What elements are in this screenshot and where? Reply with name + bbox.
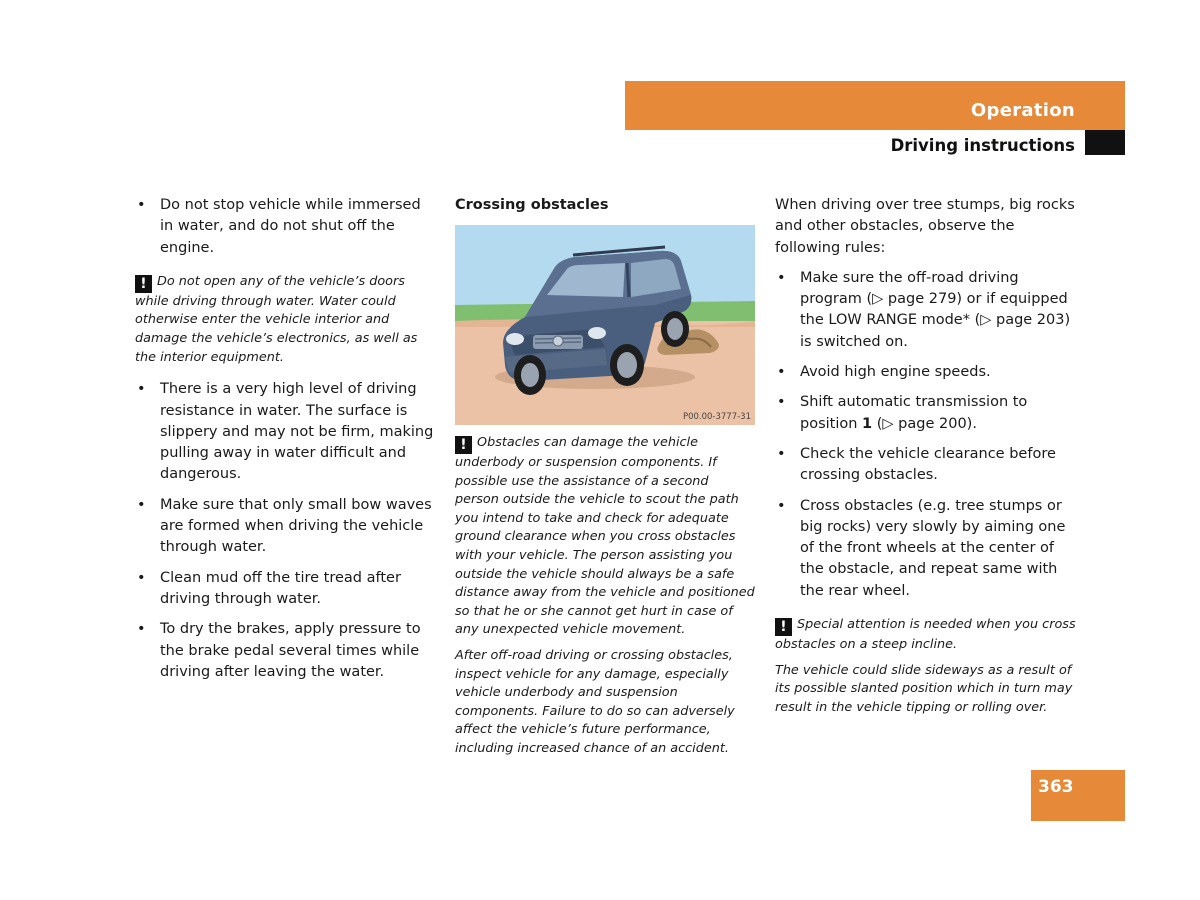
subsection-title: Driving instructions (890, 136, 1075, 155)
list-item: • Make sure that only small bow waves are formed when driving the vehicle through water. (137, 496, 432, 556)
list-item: • There is a very high level of driving resistance in water. The surface is slippery and may not be firm, making pulling away in water difficult and dangerous. (137, 381, 434, 483)
warning-note: ! Obstacles can damage the vehicle underbody or suspension components. If possible use the assistance of a second person outside the vehicle to scout the path you intend to take and check for adequate ground clearance when you cross obstacles with your vehicle. The person assisting you outside the vehicle should always be a safe distance away from the vehicle and positioned so that he or she cannot get hurt in case of any unexpected vehicle movement. (455, 435, 755, 638)
note-text: After off-road driving or crossing obstacles, inspect vehicle for any damage, especially vehicle underbody and suspension components. Failure to do so can adversely affect the vehicle’s future performance, including increased chance of an accident. (455, 647, 735, 756)
header-bar (625, 81, 1125, 130)
bullet-icon: • (777, 269, 786, 286)
warning-note: ! Special attention is needed when you cross obstacles on a steep incline. (775, 617, 1076, 653)
list-item: • To dry the brakes, apply pressure to the brake pedal several times while driving after leaving the water. (137, 621, 421, 680)
warning-icon: ! (455, 436, 472, 454)
list-item: • Cross obstacles (e.g. tree stumps or big rocks) very slowly by aiming one of the front wheels at the center of the obstacle, and repeat same with the rear wheel. (777, 497, 1066, 599)
page-number-box (1031, 770, 1125, 821)
bullet-icon: • (777, 364, 786, 381)
bullet-icon: • (137, 569, 146, 586)
list-item: • Shift automatic transmission to position 1 (▷ page 200). (777, 394, 1028, 432)
section-title: Operation (970, 100, 1075, 121)
column-left (135, 195, 435, 692)
bullet-icon: • (137, 197, 146, 213)
list-item: • Check the vehicle clearance before crossing obstacles. (777, 445, 1056, 484)
bullet-icon: • (137, 381, 146, 398)
figure-reference: P00.00-3777-31 (682, 412, 751, 422)
suv-crossing-obstacle-image (455, 225, 755, 425)
intro-paragraph: When driving over tree stumps, big rocks and other obstacles, observe the following rules: (775, 197, 1075, 256)
list-item: • Make sure the off-road driving program (▷ page 279) or if equipped the LOW RANGE mode* (▷ page 203) is switched on. (777, 269, 1071, 350)
list-item: • Do not stop vehicle while immersed in water, and do not shut off the engine. (137, 197, 421, 256)
page-number: 363 (1038, 777, 1074, 797)
subsection-marker (1085, 130, 1125, 155)
list-item: • Clean mud off the tire tread after driving through water. (137, 569, 401, 607)
note-text: The vehicle could slide sideways as a result of its possible slanted position which in turn may result in the vehicle tipping or rolling over. (775, 662, 1073, 715)
position-value: 1 (862, 415, 873, 432)
warning-icon: ! (775, 618, 792, 636)
bullet-icon: • (137, 496, 146, 513)
bullet-icon: • (777, 394, 786, 411)
bullet-icon: • (137, 621, 146, 638)
column-right (775, 195, 1080, 724)
column-middle (455, 195, 755, 766)
bullet-icon: • (777, 497, 786, 514)
bullet-icon: • (777, 445, 786, 462)
section-heading: Crossing obstacles (455, 197, 609, 213)
warning-icon: ! (135, 275, 152, 293)
warning-note: ! Do not open any of the vehicle’s doors while driving through water. Water could otherwise enter the vehicle interior and damage the vehicle’s electronics, as well as the interior equipment. (135, 273, 418, 365)
list-item: • Avoid high engine speeds. (775, 362, 1080, 383)
suv-illustration (455, 225, 755, 425)
